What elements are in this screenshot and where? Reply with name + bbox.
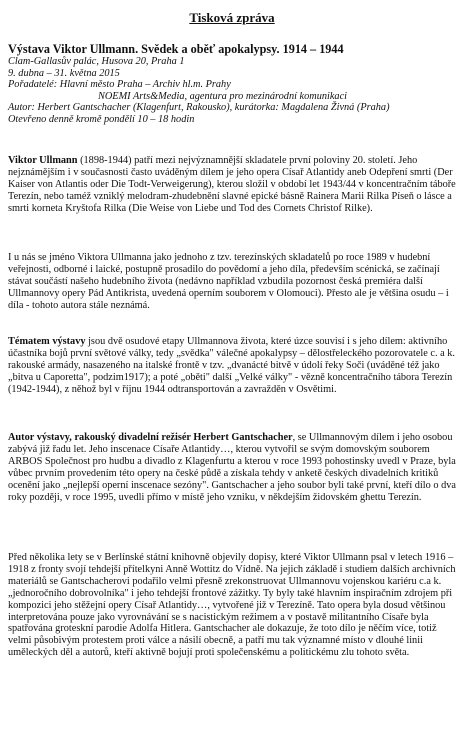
exhibition-header (8, 42, 460, 126)
organizers-second-line: NOEMI Arts&Media, agentura pro mezinárodní komunikaci (98, 90, 348, 102)
paragraph-theme-text: jsou dvě osudové etapy Ullmannova života, které úzce souvisí i s jeho dílem: aktivního účastníka bojů první světové války, tedy „svědka" válečné apokalypsy – dělostřeleckého pozorovatele c. a k. rakouské armády, nasazeného na italské frontě v tzv. „dvanácté bitvě v údolí řeky Soči (uváděné též jako „bitva u Caporetta", podzim1917); a poté „oběti" další „Velké války" - vězně koncentračního tábora Terezín (1942-1944), z něhož byl v říjnu 1944 odtransportován a zavražděn v Osvětimi. (8, 336, 456, 395)
author-curator: Autor: Herbert Gantschacher (Klagenfurt, Rakousko), kurátorka: Magdalena Živná (Praha) (8, 102, 390, 114)
paragraph-author (8, 432, 458, 503)
paragraph-letters (8, 552, 458, 659)
paragraph-intro-lead: Viktor Ullmann (8, 155, 78, 166)
paragraph-intro (8, 155, 458, 215)
paragraph-theme (8, 336, 458, 396)
paragraph-author-text: , se Ullmannovým dílem i jeho osobou zabývá již řadu let. Jeho inscenace Císaře Atlantidy…, kterou vytvořil se svým domovským souborem ARBOS Společnost pro hudbu a divadlo z Klagenfurtu a kterou v roce 1993 pohostinsky uvedl v Praze, byla vůbec prvním provedením této opery na české půdě a získala tehdy v anketě českých divadelních kritiků ocenění jako „nejlepší operní inscenace sezóny". Gantschacher a jeho soubor byli také první, kteří dílo o dva roky později, v roce 1995, uvedli přímo v místě jeho vzniku, v někdejším židovském ghettu Terezín. (8, 432, 456, 503)
paragraph-author-lead: Autor výstavy, rakouský divadelní režisér Herbert Gantschacher (8, 432, 293, 443)
dates: 9. dubna – 31. května 2015 (8, 67, 120, 79)
paragraph-reception (8, 252, 458, 312)
paragraph-intro-text: (1898-1944) patří mezi nejvýznamnější skladatele první poloviny 20. století. Jeho nejznámějším i v současnosti často uváděným dílem je jeho opera Císař Atlantidy aneb Odepření smrti (Der Kaiser von Atlantis oder Die Todt-Verweigerung), kterou složil v období let 1943/44 v koncentračním táboře Terezín, nebo taméž vzniklý melodram-zhudebnění slavné epické básně Rainera Marii Rilka Píseň o lásce a smrti korneta Kryštofa Rilka (Die Weise von Liebe und Tod des Cornets Christof Rilke). (8, 155, 456, 214)
organizers: Pořadatelé: Hlavní město Praha – Archiv hl.m. Prahy (8, 79, 231, 91)
exhibition-title: Výstava Viktor Ullmann. Svědek a oběť apokalypsy. 1914 – 1944 (8, 42, 344, 56)
paragraph-theme-lead: Tématem výstavy (8, 336, 86, 347)
paragraph-reception-text: I u nás se jméno Viktora Ullmanna jako jednoho z tzv. terezínských skladatelů po roce 1989 v hudební veřejnosti, odborné i laické, postupně prosadilo do povědomí a jeho díla, především scénická, se začínají stávat součástí našeho hudebního života (nedávno například vzbudila pozornost česká premiéra další Ullmannovy opery Pád Antikrista, uvedená operním souborem v Olomouci). Přesto ale je většina osudu – i díla - tohoto autora stále neznámá. (8, 252, 449, 311)
paragraph-letters-text: Před několika lety se v Berlínské státní knihovně objevily dopisy, které Viktor Ullmann psal v letech 1916 – 1918 z fronty svojí tehdejší přítelkyni Anně Wottitz do Vídně. Na jejich základě i studiem dalších archivních materiálů se Gantschacherovi podařilo velmi přesně zrekonstruovat Ullmannovu vojenskou kariéru c.a k. „jednoročního dobrovolníka" i jeho tehdejší frontové zážitky. Ty byly také hlavním inspiračním zdrojem při kompozici jeho stěžejní opery Císař Atlantidy…, vytvořené již v Terezíně. Tato opera byla dosud většinou interpretována pouze jako vyrovnávání se s nacistickým režimem a v postavě militantního Císaře byla spatřována groteskní parodie Adolfa Hitlera. Gantschacher ale dokazuje, že toto dílo je něčím více, totiž velmi působivým protestem proti válce a násilí obecně, a patří mu tak významné místo v dlouhé linii uměleckých děl a autorů, kteří aktivně bojují proti společenskému a politickému zlu tohoto světa. (8, 552, 456, 659)
opening-hours: Otevřeno denně kromě pondělí 10 – 18 hodin (8, 113, 195, 125)
page-title: Tisková zpráva (189, 10, 275, 25)
venue: Clam-Gallasův palác, Husova 20, Praha 1 (8, 56, 185, 67)
